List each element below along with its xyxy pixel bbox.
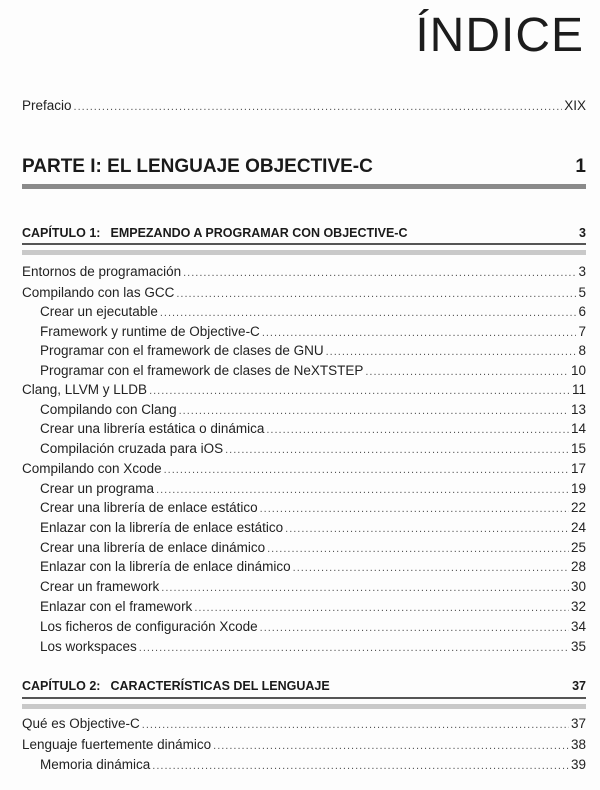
dot-leader — [176, 288, 576, 300]
dot-leader — [179, 405, 569, 417]
toc-entry-label: Crear un programa — [40, 481, 155, 496]
toc-entry-page: 32 — [570, 599, 586, 614]
toc-subentry[interactable] — [40, 363, 586, 378]
toc-subentry[interactable] — [40, 304, 586, 319]
toc-entry-page: 17 — [570, 461, 586, 476]
toc-entry-page: XIX — [564, 98, 586, 113]
toc-entry-label: Compilando con las GCC — [22, 285, 175, 300]
dot-leader — [164, 464, 569, 476]
toc-entry[interactable] — [22, 716, 586, 731]
toc-entry-label: Framework y runtime de Objective-C — [40, 324, 260, 339]
toc-entry-label: Lenguaje fuertemente dinámico — [22, 737, 212, 752]
dot-leader — [266, 424, 569, 436]
toc-entry-label: Crear un framework — [40, 579, 160, 594]
chapter-heading-1[interactable] — [22, 226, 586, 240]
toc-subentry[interactable] — [40, 481, 586, 496]
toc-entry-label: Programar con el framework de clases de GNU — [40, 343, 324, 358]
dot-leader — [326, 346, 577, 358]
dot-leader — [262, 327, 577, 339]
toc-entry-page: 37 — [570, 716, 586, 731]
toc-entry-page: 6 — [578, 304, 586, 319]
toc-subentry[interactable] — [40, 540, 586, 555]
dot-leader — [293, 562, 569, 574]
dot-leader — [149, 385, 570, 397]
toc-entry-page: 10 — [570, 363, 586, 378]
chapter-title: EMPEZANDO A PROGRAMAR CON OBJECTIVE-C — [110, 226, 408, 240]
dot-leader — [365, 366, 569, 378]
toc-entry-label: Crear una librería de enlace estático — [40, 500, 258, 515]
toc-entry-label: Compilando con Xcode — [22, 461, 162, 476]
dot-leader — [152, 760, 569, 772]
toc-subentry[interactable] — [40, 343, 586, 358]
toc-subentry[interactable] — [40, 599, 586, 614]
dot-leader — [142, 719, 569, 731]
toc-entry-page: 39 — [570, 757, 586, 772]
toc-entry-label: Los ficheros de configuración Xcode — [40, 619, 258, 634]
chapter-page: 3 — [579, 226, 586, 240]
toc-subentry[interactable] — [40, 619, 586, 634]
toc-entry-page: 13 — [570, 402, 586, 417]
toc-entry-page: 38 — [570, 737, 586, 752]
page-title: ÍNDICE — [415, 9, 584, 62]
toc-subentry[interactable] — [40, 324, 586, 339]
toc-entry-page: 11 — [571, 382, 586, 397]
toc-entry-page: 8 — [578, 343, 586, 358]
chapter-divider — [22, 697, 586, 699]
part-heading[interactable] — [22, 156, 586, 178]
toc-subentry[interactable] — [40, 500, 586, 515]
toc-entry-page: 7 — [578, 324, 586, 339]
toc-entry-label: Programar con el framework de clases de NeXTSTEP — [40, 363, 364, 378]
chapter-heading-2[interactable] — [22, 679, 586, 693]
toc-entry-label: Enlazar con el framework — [40, 599, 193, 614]
toc-entry[interactable] — [22, 264, 586, 279]
dot-leader — [74, 101, 563, 113]
toc-entry-label: Los workspaces — [40, 639, 137, 654]
chapter-page: 37 — [572, 679, 586, 693]
toc-entry-preface[interactable] — [22, 98, 586, 113]
toc-entry-label: Prefacio — [22, 98, 72, 113]
toc-entry-label: Clang, LLVM y LLDB — [22, 382, 148, 397]
toc-entry[interactable] — [22, 382, 586, 397]
toc-subentry[interactable] — [40, 757, 586, 772]
part-page: 1 — [575, 156, 586, 177]
toc-entry-label: Crear una librería estática o dinámica — [40, 421, 265, 436]
toc-subentry[interactable] — [40, 520, 586, 535]
toc-entry-page: 25 — [570, 540, 586, 555]
toc-entry-page: 34 — [570, 619, 586, 634]
dot-leader — [285, 523, 569, 535]
chapter-title: CARACTERÍSTICAS DEL LENGUAJE — [110, 679, 330, 693]
toc-entry-page: 3 — [578, 264, 586, 279]
part-title: PARTE I: EL LENGUAJE OBJECTIVE-C — [22, 156, 373, 177]
toc-subentry[interactable] — [40, 441, 586, 456]
toc-entry[interactable] — [22, 285, 586, 300]
chapter-divider-shade — [22, 250, 586, 255]
toc-entry-page: 30 — [570, 579, 586, 594]
toc-entry-page: 28 — [570, 559, 586, 574]
toc-entry-label: Memoria dinámica — [40, 757, 151, 772]
chapter-number: CAPÍTULO 1: — [22, 226, 101, 240]
dot-leader — [160, 307, 577, 319]
toc-entry[interactable] — [22, 737, 586, 752]
toc-entry-label: Compilando con Clang — [40, 402, 177, 417]
toc-subentry[interactable] — [40, 559, 586, 574]
toc-entry-page: 24 — [570, 520, 586, 535]
toc-entry-page: 19 — [570, 481, 586, 496]
toc-entry-label: Compilación cruzada para iOS — [40, 441, 224, 456]
dot-leader — [267, 543, 569, 555]
toc-entry[interactable] — [22, 461, 586, 476]
toc-entry-label: Enlazar con la librería de enlace dinámico — [40, 559, 291, 574]
toc-entry-page: 22 — [570, 500, 586, 515]
toc-entry-label: Enlazar con la librería de enlace estático — [40, 520, 284, 535]
chapter-number: CAPÍTULO 2: — [22, 679, 101, 693]
toc-entry-label: Crear un ejecutable — [40, 304, 158, 319]
toc-entry-page: 15 — [570, 441, 586, 456]
dot-leader — [213, 740, 569, 752]
toc-entry-label: Entornos de programación — [22, 264, 182, 279]
dot-leader — [161, 582, 569, 594]
dot-leader — [260, 622, 569, 634]
toc-entry-page: 5 — [578, 285, 586, 300]
toc-subentry[interactable] — [40, 639, 586, 654]
toc-subentry[interactable] — [40, 402, 586, 417]
dot-leader — [183, 267, 576, 279]
toc-entry-label: Crear una librería de enlace dinámico — [40, 540, 266, 555]
chapter-divider-shade — [22, 704, 586, 709]
dot-leader — [139, 642, 569, 654]
dot-leader — [156, 484, 569, 496]
toc-entry-page: 35 — [570, 639, 586, 654]
part-divider — [22, 184, 586, 189]
dot-leader — [194, 602, 569, 614]
toc-subentry[interactable] — [40, 579, 586, 594]
toc-entry-page: 14 — [570, 421, 586, 436]
dot-leader — [260, 503, 569, 515]
chapter-divider — [22, 243, 586, 245]
toc-entry-label: Qué es Objective-C — [22, 716, 140, 731]
toc-subentry[interactable] — [40, 421, 586, 436]
dot-leader — [225, 444, 569, 456]
